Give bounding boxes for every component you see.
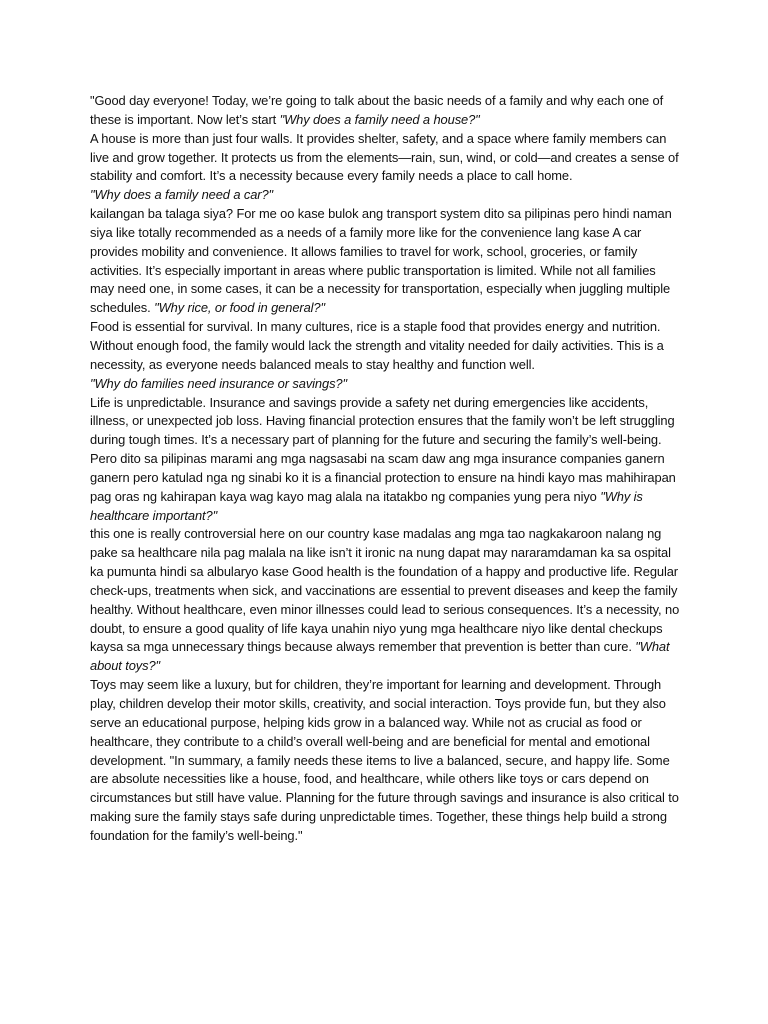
paragraph-intro	[90, 92, 682, 130]
paragraph-car-question	[90, 186, 682, 205]
question-insurance: "Why do families need insurance or savings?"	[90, 375, 347, 391]
paragraph-text: kailangan ba talaga siya? For me oo kase bulok ang transport system dito sa pilipinas pero hindi naman siya like totally recommended as a needs of a family more like for the convenience lang kase A car provides mobility and convenience. It allows families to travel for work, school, groceries, or family activities. It’s especially important in areas where public transportation is limited. While not all families may need one, in some cases, it can be a necessity for transportation, especially when juggling multiple schedules.	[90, 206, 672, 316]
paragraph-text: Food is essential for survival. In many cultures, rice is a staple food that provides energy and nutrition. Without enough food, the family would lack the strength and vitality needed for daily activities. This is a necessity, as everyone needs balanced meals to stay healthy and function well.	[90, 319, 664, 372]
paragraph-text: Toys may seem like a luxury, but for children, they’re important for learning and development. Through play, children develop their motor skills, creativity, and social interaction. Toys provide fun, but they also serve an educational purpose, helping kids grow in a balanced way. While not as crucial as food or healthcare, they contribute to a child’s overall well-being and are beneficial for mental and emotional development. "In summary, a family needs these items to live a balanced, secure, and happy life. Some are absolute necessities like a house, food, and healthcare, while others like toys or cars depend on circumstances but still have value. Planning for the future through savings and insurance is also critical to making sure the family stays safe during unpredictable times. Together, these things help build a strong foundation for the family’s well-being."	[90, 677, 679, 843]
question-house: "Why does a family need a house?"	[279, 111, 480, 127]
paragraph-toys-summary	[90, 676, 682, 846]
paragraph-text: this one is really controversial here on our country kase madalas ang mga tao nagkakaroon nalang ng pake sa healthcare nila pag malala na like isn’t it ironic na nung dapat may nararamdaman ka sa ospital ka pumunta hindi sa albularyo kase Good health is the foundation of a happy and productive life. Regular check-ups, treatments when sick, and vaccinations are essential to prevent diseases and keep the family healthy. Without healthcare, even minor illnesses could lead to serious consequences. It’s a necessity, no doubt, to ensure a good quality of life kaya unahin niyo yung mga healthcare niyo like dental checkups kaysa sa mga unnecessary things because always remember that prevention is better than cure.	[90, 526, 680, 655]
paragraph-healthcare	[90, 525, 682, 676]
paragraph-text: Life is unpredictable. Insurance and savings provide a safety net during emergencies like accidents, illness, or unexpected job loss. Having financial protection ensures that the family won’t be left struggling during tough times. It’s a necessary part of planning for the future and securing the family’s well-being. Pero dito sa pilipinas marami ang mga nagsasabi na scam daw ang mga insurance companies ganern ganern pero katulad nga ng sinabi ko it is a financial protection to ensure na hindi kayo mas mahihirapan pag oras ng kahirapan kaya wag kayo mag alala na itatakbo ng companies yung pera niyo	[90, 394, 676, 504]
paragraph-car	[90, 205, 682, 318]
paragraph-insurance-question	[90, 375, 682, 394]
question-healthcare: "Why is healthcare important?"	[90, 488, 643, 523]
paragraph-text: "Good day everyone! Today, we’re going to talk about the basic needs of a family and why each one of these is important. Now let’s start	[90, 93, 664, 127]
question-food: "Why rice, or food in general?"	[154, 300, 325, 316]
question-toys: "What about toys?"	[90, 639, 670, 674]
paragraph-insurance	[90, 394, 682, 526]
paragraph-food	[90, 318, 682, 375]
question-car: "Why does a family need a car?"	[90, 187, 274, 203]
paragraph-text: A house is more than just four walls. It provides shelter, safety, and a space where family members can live and grow together. It protects us from the elements—rain, sun, wind, or cold—and creates a sense of stability and comfort. It’s a necessity because every family needs a place to call home.	[90, 130, 679, 184]
document-body	[90, 92, 682, 846]
paragraph-house	[90, 130, 682, 187]
